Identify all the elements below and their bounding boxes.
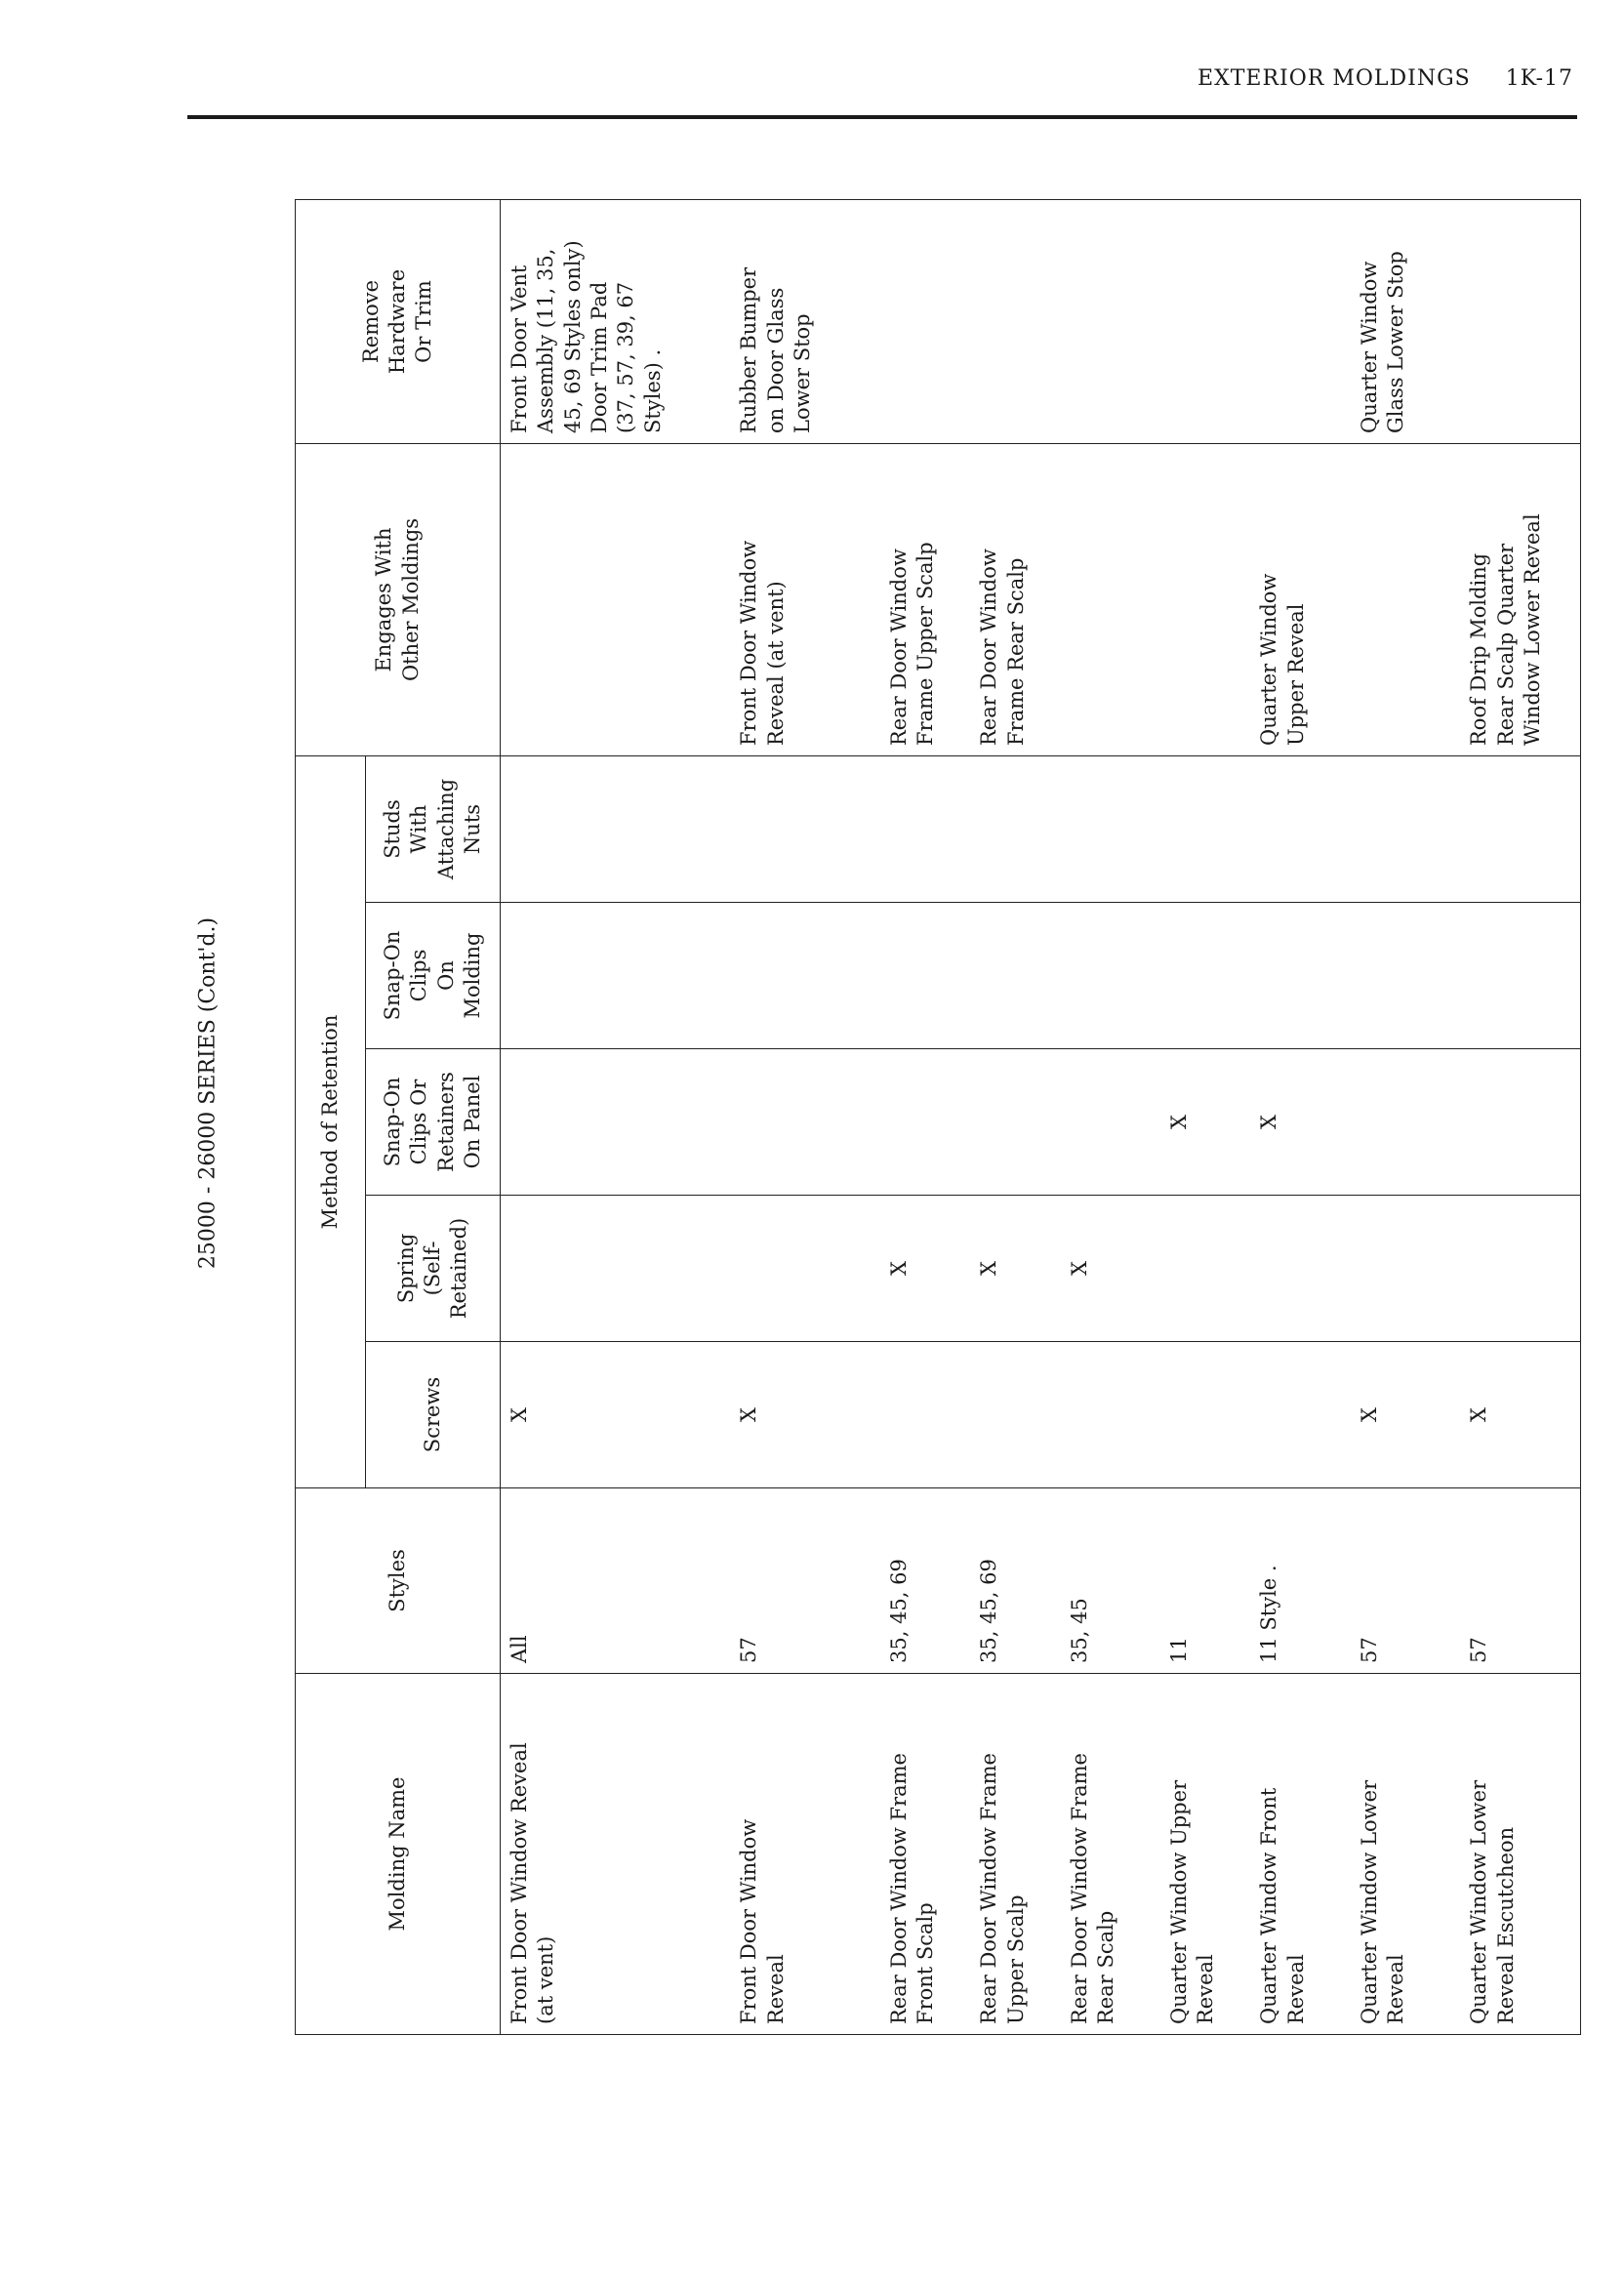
cell-spring: [1351, 1196, 1461, 1342]
cell-spring: X: [970, 1196, 1060, 1342]
cell-studs: [1160, 756, 1250, 903]
cell-snap-on-panel: [880, 1049, 970, 1196]
cell-engages: [1061, 444, 1160, 756]
cell-studs: [1351, 756, 1461, 903]
cell-snap-on-panel: X: [1250, 1049, 1350, 1196]
cell-engages: Rear Door Window Frame Upper Scalp: [880, 444, 970, 756]
cell-remove: [1160, 200, 1250, 444]
section-title: EXTERIOR MOLDINGS: [1198, 66, 1471, 91]
page-header: [1198, 66, 1573, 91]
cell-styles: 57: [1460, 1488, 1580, 1674]
cell-engages: [1351, 444, 1461, 756]
cell-remove: [970, 200, 1060, 444]
cell-snap-on-molding: [501, 903, 731, 1049]
cell-spring: [1160, 1196, 1250, 1342]
cell-engages: Front Door Window Reveal (at vent): [730, 444, 880, 756]
cell-snap-on-panel: X: [1160, 1049, 1250, 1196]
cell-molding-name: Quarter Window Upper Reveal: [1160, 1674, 1250, 2035]
cell-screws: X: [1460, 1342, 1580, 1488]
cell-engages: Quarter Window Upper Reveal: [1250, 444, 1350, 756]
retention-table: [295, 199, 1581, 2035]
cell-screws: X: [1351, 1342, 1461, 1488]
cell-spring: X: [880, 1196, 970, 1342]
cell-screws: X: [501, 1342, 731, 1488]
header-method-of-retention: Method of Retention: [296, 756, 366, 1488]
table-row: [501, 200, 731, 2035]
cell-snap-on-panel: [970, 1049, 1060, 1196]
cell-molding-name: Rear Door Window Frame Upper Scalp: [970, 1674, 1060, 2035]
cell-snap-on-panel: [1061, 1049, 1160, 1196]
cell-snap-on-panel: [1460, 1049, 1580, 1196]
cell-snap-on-molding: [970, 903, 1060, 1049]
cell-snap-on-molding: [1460, 903, 1580, 1049]
header-remove: Remove Hardware Or Trim: [296, 200, 501, 444]
cell-engages: [1160, 444, 1250, 756]
cell-molding-name: Quarter Window Lower Reveal Escutcheon: [1460, 1674, 1580, 2035]
cell-styles: All: [501, 1488, 731, 1674]
header-studs: Studs With Attaching Nuts: [366, 756, 501, 903]
cell-styles: 57: [1351, 1488, 1461, 1674]
cell-snap-on-molding: [1351, 903, 1461, 1049]
cell-snap-on-molding: [880, 903, 970, 1049]
cell-screws: [1250, 1342, 1350, 1488]
cell-spring: X: [1061, 1196, 1160, 1342]
cell-snap-on-panel: [1351, 1049, 1461, 1196]
header-molding-name: Molding Name: [296, 1674, 501, 2035]
cell-remove: [1460, 200, 1580, 444]
cell-remove: [880, 200, 970, 444]
cell-studs: [880, 756, 970, 903]
header-rule: [187, 115, 1577, 119]
cell-styles: 35, 45, 69: [970, 1488, 1060, 1674]
cell-snap-on-panel: [730, 1049, 880, 1196]
cell-snap-on-molding: [1160, 903, 1250, 1049]
cell-studs: [1460, 756, 1580, 903]
cell-styles: 11 Style .: [1250, 1488, 1350, 1674]
header-engages: Engages With Other Moldings: [296, 444, 501, 756]
cell-engages: Rear Door Window Frame Rear Scalp: [970, 444, 1060, 756]
table-row: [880, 200, 970, 2035]
cell-remove: [1061, 200, 1160, 444]
cell-molding-name: Quarter Window Lower Reveal: [1351, 1674, 1461, 2035]
table-row: [1351, 200, 1461, 2035]
cell-screws: [970, 1342, 1060, 1488]
table-caption: 25000 - 26000 SERIES (Cont'd.): [195, 916, 221, 1270]
table-row: [1460, 200, 1580, 2035]
cell-snap-on-molding: [1250, 903, 1350, 1049]
header-snap-on-molding: Snap-On Clips On Molding: [366, 903, 501, 1049]
cell-spring: [1460, 1196, 1580, 1342]
cell-studs: [1061, 756, 1160, 903]
cell-screws: [1160, 1342, 1250, 1488]
cell-snap-on-molding: [730, 903, 880, 1049]
cell-styles: 57: [730, 1488, 880, 1674]
header-screws: Screws: [366, 1342, 501, 1488]
table-row: [970, 200, 1060, 2035]
header-spring: Spring (Self- Retained): [366, 1196, 501, 1342]
table-row: [1250, 200, 1350, 2035]
cell-spring: [1250, 1196, 1350, 1342]
header-snap-on-panel: Snap-On Clips Or Retainers On Panel: [366, 1049, 501, 1196]
table-row: [730, 200, 880, 2035]
cell-molding-name: Front Door Window Reveal (at vent): [501, 1674, 731, 2035]
cell-studs: [501, 756, 731, 903]
cell-remove: Rubber Bumper on Door Glass Lower Stop: [730, 200, 880, 444]
cell-molding-name: Rear Door Window Frame Rear Scalp: [1061, 1674, 1160, 2035]
cell-engages: [501, 444, 731, 756]
cell-spring: [501, 1196, 731, 1342]
cell-molding-name: Front Door Window Reveal: [730, 1674, 880, 2035]
cell-engages: Roof Drip Molding Rear Scalp Quarter Window Lower Reveal: [1460, 444, 1580, 756]
cell-remove: Quarter Window Glass Lower Stop: [1351, 200, 1461, 444]
cell-studs: [970, 756, 1060, 903]
table-row: [1061, 200, 1160, 2035]
cell-screws: [880, 1342, 970, 1488]
cell-snap-on-panel: [501, 1049, 731, 1196]
cell-styles: 35, 45: [1061, 1488, 1160, 1674]
cell-molding-name: Rear Door Window Frame Front Scalp: [880, 1674, 970, 2035]
header-styles: Styles: [296, 1488, 501, 1674]
retention-table-container: [295, 200, 1581, 2035]
cell-screws: [1061, 1342, 1160, 1488]
table-row: [1160, 200, 1250, 2035]
cell-styles: 35, 45, 69: [880, 1488, 970, 1674]
cell-styles: 11: [1160, 1488, 1250, 1674]
cell-spring: [730, 1196, 880, 1342]
page-number: 1K-17: [1505, 66, 1573, 91]
cell-remove: [1250, 200, 1350, 444]
cell-snap-on-molding: [1061, 903, 1160, 1049]
cell-studs: [1250, 756, 1350, 903]
cell-screws: X: [730, 1342, 880, 1488]
cell-molding-name: Quarter Window Front Reveal: [1250, 1674, 1350, 2035]
cell-remove: Front Door Vent Assembly (11, 35, 45, 69 Styles only) Door Trim Pad (37, 57, 39, 67 Styles) .: [501, 200, 731, 444]
cell-studs: [730, 756, 880, 903]
